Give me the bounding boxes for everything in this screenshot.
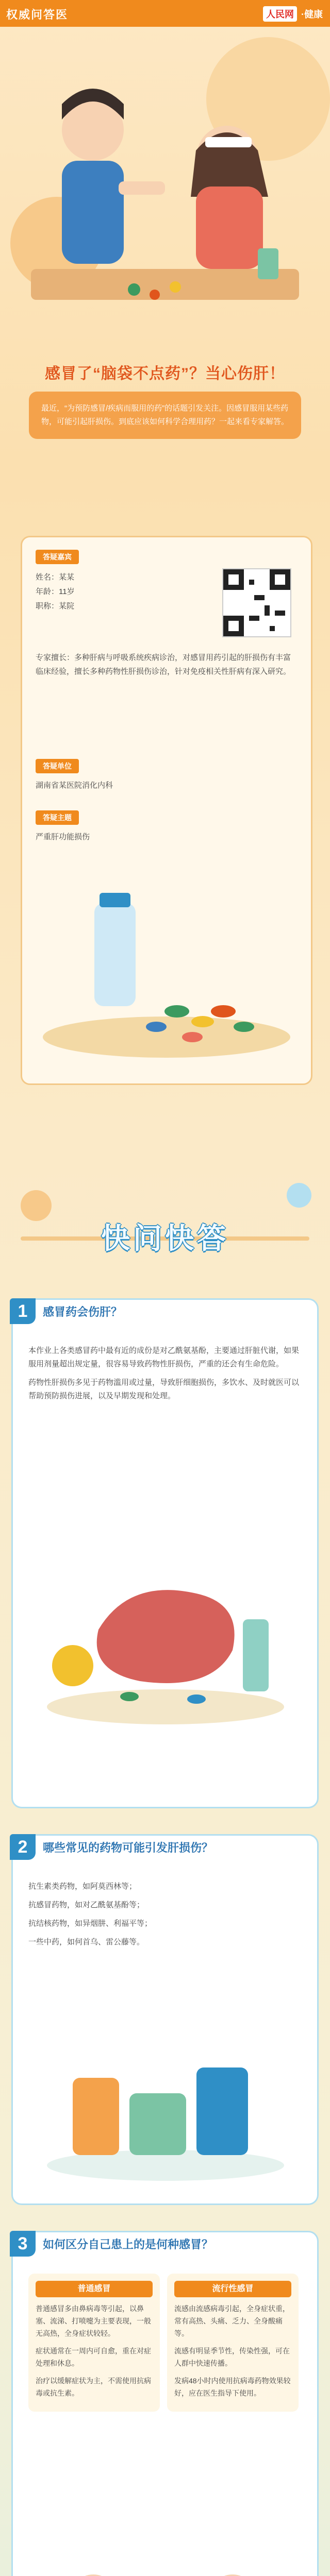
expert-unit: 湖南省某医院消化内科 bbox=[36, 781, 113, 790]
flu-point: 发病48小时内使用抗病毒药物效果较好，应在医生指导下使用。 bbox=[174, 2377, 291, 2397]
brand-title: 权威问答医 bbox=[6, 8, 69, 21]
topic-tag: 答疑主题 bbox=[36, 810, 79, 825]
expert-name: 姓名：某某 bbox=[36, 573, 75, 582]
answer-2-item: 一些中药，如何首乌、雷公藤等。 bbox=[28, 1938, 145, 1946]
common-cold-column bbox=[28, 2274, 160, 2412]
hero-illustration bbox=[0, 27, 330, 357]
question-header-3 bbox=[10, 2229, 213, 2258]
brand-logos bbox=[263, 6, 323, 22]
expert-unit-block bbox=[36, 759, 113, 793]
flu-column bbox=[167, 2274, 299, 2412]
common-cold-point: 普通感冒多由鼻病毒等引起，以鼻塞、流涕、打喷嚏为主要表现，一般无高热，全身症状较轻。 bbox=[36, 2304, 151, 2337]
medicine-illustration bbox=[26, 2031, 305, 2186]
common-cold-title: 普通感冒 bbox=[36, 2281, 153, 2297]
pills-illustration bbox=[22, 857, 311, 1073]
flu-comparison bbox=[28, 2274, 299, 2412]
answer-1 bbox=[28, 1344, 305, 1408]
section-title: 快问快答 bbox=[101, 1222, 229, 1255]
headline: 感冒了“脑袋不点药”？当心伤肝！ bbox=[45, 365, 285, 382]
question-number-1: 1 bbox=[10, 1298, 36, 1324]
expert-tag: 答疑嘉宾 bbox=[36, 550, 79, 564]
question-title-1: 感冒药会伤肝？ bbox=[43, 1305, 123, 1318]
hero-art bbox=[0, 27, 330, 357]
question-header-2 bbox=[10, 1833, 213, 1861]
question-number-2: 2 bbox=[10, 1834, 36, 1860]
flu-title: 流行性感冒 bbox=[174, 2281, 291, 2297]
intro-text: 最近，“为预防感冒/疾病而服用的药”的话题引发关注。因感冒服用某些药物，可能引起肝损伤。到底应该如何科学合理用药？一起来看专家解答。 bbox=[41, 404, 289, 426]
patients-illustration bbox=[26, 2552, 305, 2576]
qr-pattern bbox=[223, 569, 290, 636]
question-title-2: 哪些常见的药物可能引发肝损伤？ bbox=[43, 1841, 213, 1854]
answer-1-p1: 本作业上各类感冒药中最有近的成份是对乙酰氨基酚，主要通过肝脏代谢，如果服用剂量超出规定量，很容易导致药物性肝损伤，严重的还会有生命危险。 bbox=[28, 1346, 300, 1368]
question-card-2 bbox=[11, 1834, 319, 2205]
question-number-3: 3 bbox=[10, 2231, 36, 2257]
brand-logo-health: ·健康 bbox=[301, 9, 323, 20]
question-header-1 bbox=[10, 1297, 122, 1326]
brand-logo-people: 人民网 bbox=[263, 6, 297, 22]
expert-card bbox=[21, 536, 312, 1085]
unit-tag: 答疑单位 bbox=[36, 759, 79, 773]
intro-box bbox=[29, 392, 301, 439]
qr-code bbox=[222, 568, 291, 637]
liver-illustration bbox=[26, 1537, 305, 1733]
expert-title: 职称：某院 bbox=[36, 602, 75, 611]
question-card-3 bbox=[11, 2231, 319, 2576]
expert-desc: 专家擅长：多种肝病与呼吸系统疾病诊治，对感冒用药引起的肝损伤有丰富临床经验，擅长多种药物性肝损伤诊治，针对免疫相关性肝病有深入研究。 bbox=[36, 653, 291, 676]
answer-2 bbox=[28, 1880, 305, 1954]
top-banner bbox=[0, 0, 330, 27]
answer-2-item: 抗感冒药物，如对乙酰氨基酚等； bbox=[28, 1901, 145, 1909]
flu-point: 流感由流感病毒引起，全身症状重，常有高热、头痛、乏力、全身酸痛等。 bbox=[174, 2304, 290, 2337]
answer-2-item: 抗结核药物，如异烟肼、利福平等； bbox=[28, 1919, 153, 1928]
question-card-1 bbox=[11, 1298, 319, 1808]
question-title-3: 如何区分自己患上的是何种感冒？ bbox=[43, 2238, 213, 2251]
expert-topic-block bbox=[36, 810, 90, 844]
expert-topic: 严重肝功能损伤 bbox=[36, 833, 90, 841]
answer-1-p2: 药物性肝损伤多见于药物滥用或过量，导致肝细胞损伤，多饮水、及时就医可以帮助预防损伤进展，以及早期发现和处理。 bbox=[28, 1378, 300, 1400]
common-cold-point: 治疗以缓解症状为主，不需使用抗病毒或抗生素。 bbox=[36, 2377, 151, 2397]
expert-info bbox=[36, 550, 79, 614]
common-cold-point: 症状通常在一周内可自愈，重在对症处理和休息。 bbox=[36, 2347, 151, 2367]
answer-2-item: 抗生素类药物，如阿莫西林等； bbox=[28, 1882, 137, 1891]
flu-point: 流感有明显季节性，传染性强，可在人群中快速传播。 bbox=[174, 2347, 290, 2367]
expert-age: 年龄：11岁 bbox=[36, 587, 75, 596]
